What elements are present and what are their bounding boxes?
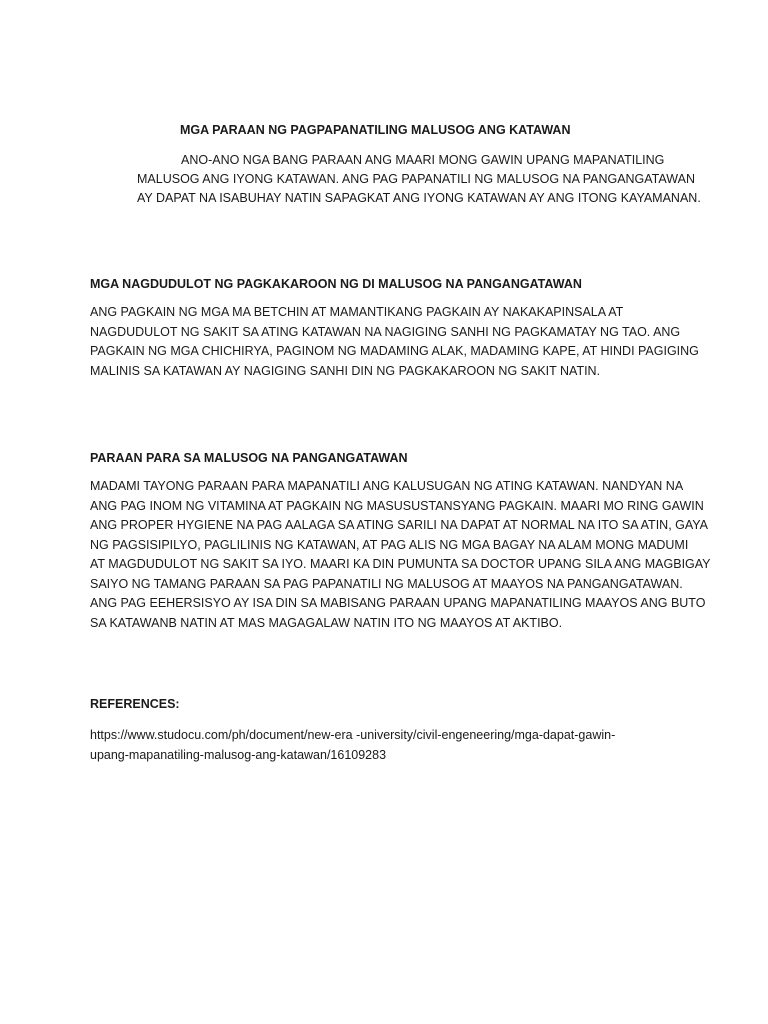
references-heading: REFERENCES: (90, 697, 180, 711)
paragraph-line: MALINIS SA KATAWAN AY NAGIGING SANHI DIN NG PAGKAKAROON NG SAKIT NATIN. (90, 363, 601, 378)
reference-url-line[interactable]: upang-mapanatiling-malusog-ang-katawan/16109283 (90, 748, 387, 762)
intro-line: ANO-ANO NGA BANG PARAAN ANG MAARI MONG GAWIN UPANG MAPANATILING (181, 153, 665, 167)
reference-url[interactable] (90, 725, 690, 765)
paragraph-line: ANG PROPER HYGIENE NA PAG AALAGA SA ATING SARILI NA DAPAT AT NORMAL NA ITO SA ATIN, GAYA (90, 518, 709, 532)
intro-line: AY DAPAT NA ISABUHAY NATIN SAPAGKAT ANG IYONG KATAWAN AY ANG ITONG KAYAMANAN. (137, 191, 701, 205)
section-heading-methods: PARAAN PARA SA MALUSOG NA PANGANGATAWAN (90, 451, 408, 465)
paragraph-line: ANG PAGKAIN NG MGA MA BETCHIN AT MAMANTIKANG PAGKAIN AY NAKAKAPINSALA AT (90, 305, 624, 319)
paragraph-line: NAGDUDULOT NG SAKIT SA ATING KATAWAN NA NAGIGING SANHI NG PAGKAMATAY NG TAO. ANG (90, 324, 681, 339)
document-title: MGA PARAAN NG PAGPAPANATILING MALUSOG ANG KATAWAN (180, 123, 571, 137)
paragraph-line: SAIYO NG TAMANG PARAAN SA PAG PAPANATILI NG MALUSOG AT MAAYOS NA PANGANGATAWAN. (90, 576, 683, 591)
paragraph-line: PAGKAIN NG MGA CHICHIRYA, PAGINOM NG MADAMING ALAK, MADAMING KAPE, AT HINDI PAGIGING (90, 344, 699, 358)
intro-paragraph (137, 151, 701, 208)
paragraph-line: ANG PAG INOM NG VITAMINA AT PAGKAIN NG MASUSUSTANSYANG PAGKAIN. MAARI MO RING GAWIN (90, 498, 704, 513)
paragraph-line: SA KATAWANB NATIN AT MAS MAGAGALAW NATIN ITO NG MAAYOS AT AKTIBO. (90, 615, 563, 630)
paragraph-line: MADAMI TAYONG PARAAN PARA MAPANATILI ANG KALUSUGAN NG ATING KATAWAN. NANDYAN NA (90, 479, 684, 493)
section-paragraph-causes (90, 303, 699, 381)
section-paragraph-methods (90, 477, 711, 633)
section-heading-causes: MGA NAGDUDULOT NG PAGKAKAROON NG DI MALUSOG NA PANGANGATAWAN (90, 277, 582, 291)
paragraph-line: NG PAGSISIPILYO, PAGLILINIS NG KATAWAN, AT PAG ALIS NG MGA BAGAY NA ALAM MONG MADUMI (90, 537, 689, 552)
paragraph-line: AT MAGDUDULOT NG SAKIT SA IYO. MAARI KA DIN PUMUNTA SA DOCTOR UPANG SILA ANG MAGBIGAY (90, 557, 711, 571)
intro-line: MALUSOG ANG IYONG KATAWAN. ANG PAG PAPANATILI NG MALUSOG NA PANGANGATAWAN (137, 172, 695, 186)
reference-url-line[interactable]: https://www.studocu.com/ph/document/new-era -university/civil-engeneering/mga-dapat-gawin- (90, 728, 616, 742)
paragraph-line: ANG PAG EEHERSISYO AY ISA DIN SA MABISANG PARAAN UPANG MAPANATILING MAAYOS ANG BUTO (90, 596, 706, 610)
